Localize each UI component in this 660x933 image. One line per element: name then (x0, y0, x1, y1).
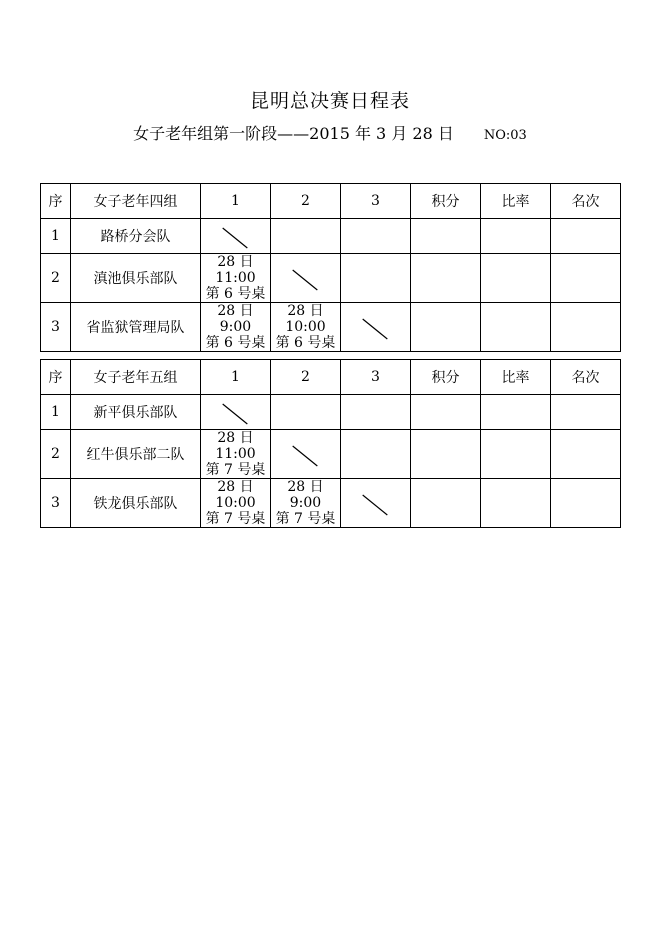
ratio-header: 比率 (481, 360, 551, 395)
diagonal-slash-icon (201, 219, 270, 253)
ratio-header: 比率 (481, 184, 551, 219)
team-name-cell: 路桥分会队 (71, 219, 201, 254)
match-table-number: 第 7 号桌 (205, 511, 266, 527)
rank-cell (551, 254, 621, 303)
group-4-table (40, 183, 621, 352)
ratio-cell (481, 395, 551, 430)
match-datetime: 28 日 10:00 (215, 479, 256, 511)
table-header-row (41, 360, 621, 395)
points-cell (411, 254, 481, 303)
ratio-cell (481, 479, 551, 528)
self-match-diagonal (201, 395, 271, 430)
diagonal-slash-icon (341, 310, 410, 344)
seq-header: 序 (41, 360, 71, 395)
points-cell (411, 219, 481, 254)
rank-header: 名次 (551, 184, 621, 219)
seq-cell: 2 (41, 430, 71, 479)
team-name-cell: 省监狱管理局队 (71, 303, 201, 352)
self-match-diagonal (271, 430, 341, 479)
table-row (41, 395, 621, 430)
match-time-cell (271, 479, 341, 528)
match-time-cell (201, 479, 271, 528)
match-time-cell (271, 303, 341, 352)
seq-cell: 1 (41, 219, 71, 254)
match-table-number: 第 7 号桌 (275, 511, 336, 527)
empty-match-cell (341, 219, 411, 254)
rank-cell (551, 219, 621, 254)
group-name-header: 女子老年四组 (71, 184, 201, 219)
empty-match-cell (341, 254, 411, 303)
match-datetime: 28 日 9:00 (287, 479, 324, 511)
empty-match-cell (271, 219, 341, 254)
document-number: NO:03 (483, 128, 527, 143)
match-time-cell (201, 303, 271, 352)
group-name-header: 女子老年五组 (71, 360, 201, 395)
opponent-3-header: 3 (341, 184, 411, 219)
team-name-cell: 铁龙俱乐部队 (71, 479, 201, 528)
points-cell (411, 303, 481, 352)
opponent-3-header: 3 (341, 360, 411, 395)
ratio-cell (481, 219, 551, 254)
match-time-cell (201, 254, 271, 303)
seq-cell: 3 (41, 303, 71, 352)
table-row (41, 303, 621, 352)
table-row (41, 219, 621, 254)
self-match-diagonal (201, 219, 271, 254)
team-name-cell: 滇池俱乐部队 (71, 254, 201, 303)
schedule-title: 昆明总决赛日程表 (249, 90, 410, 112)
ratio-cell (481, 430, 551, 479)
match-table-number: 第 6 号桌 (275, 335, 336, 351)
match-datetime: 28 日 10:00 (285, 303, 326, 335)
seq-cell: 1 (41, 395, 71, 430)
points-header: 积分 (411, 184, 481, 219)
opponent-1-header: 1 (201, 360, 271, 395)
self-match-diagonal (341, 479, 411, 528)
empty-match-cell (271, 395, 341, 430)
table-row (41, 430, 621, 479)
ratio-cell (481, 303, 551, 352)
diagonal-slash-icon (201, 395, 270, 429)
points-header: 积分 (411, 360, 481, 395)
match-table-number: 第 6 号桌 (205, 286, 266, 302)
rank-cell (551, 395, 621, 430)
seq-cell: 3 (41, 479, 71, 528)
opponent-2-header: 2 (271, 360, 341, 395)
match-datetime: 28 日 11:00 (215, 430, 256, 462)
rank-cell (551, 479, 621, 528)
table-row (41, 254, 621, 303)
team-name-cell: 新平俱乐部队 (71, 395, 201, 430)
rank-cell (551, 430, 621, 479)
points-cell (411, 479, 481, 528)
seq-header: 序 (41, 184, 71, 219)
match-time-cell (201, 430, 271, 479)
match-table-number: 第 6 号桌 (205, 335, 266, 351)
diagonal-slash-icon (271, 261, 340, 295)
self-match-diagonal (271, 254, 341, 303)
match-table-number: 第 7 号桌 (205, 462, 266, 478)
rank-header: 名次 (551, 360, 621, 395)
points-cell (411, 430, 481, 479)
match-datetime: 28 日 9:00 (217, 303, 254, 335)
self-match-diagonal (341, 303, 411, 352)
group-5-table (40, 359, 621, 528)
rank-cell (551, 303, 621, 352)
opponent-1-header: 1 (201, 184, 271, 219)
ratio-cell (481, 254, 551, 303)
stage-date-text: 女子老年组第一阶段——2015 年 3 月 28 日 (133, 124, 454, 143)
diagonal-slash-icon (271, 437, 340, 471)
table-row (41, 479, 621, 528)
opponent-2-header: 2 (271, 184, 341, 219)
team-name-cell: 红牛俱乐部二队 (71, 430, 201, 479)
empty-match-cell (341, 395, 411, 430)
diagonal-slash-icon (341, 486, 410, 520)
points-cell (411, 395, 481, 430)
schedule-subtitle (0, 121, 660, 144)
table-header-row (41, 184, 621, 219)
seq-cell: 2 (41, 254, 71, 303)
match-datetime: 28 日 11:00 (215, 254, 256, 286)
empty-match-cell (341, 430, 411, 479)
